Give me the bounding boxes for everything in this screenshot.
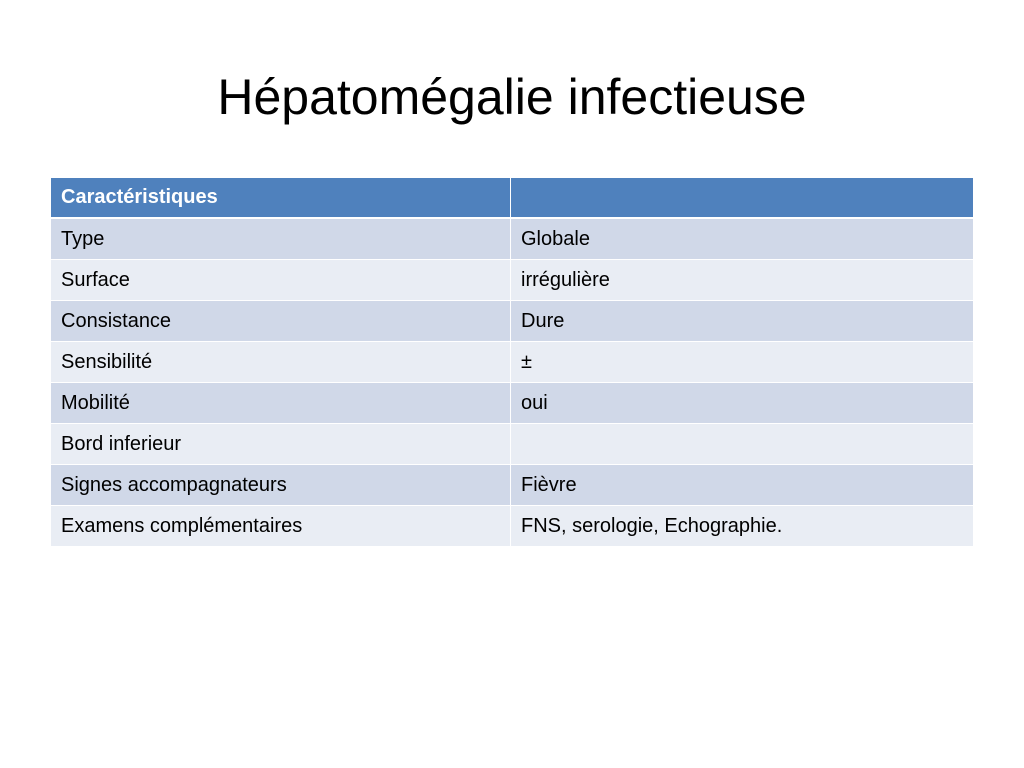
table-cell-label: Surface	[51, 260, 511, 301]
table-cell-value: Dure	[511, 301, 973, 342]
table-cell-label: Signes accompagnateurs	[51, 465, 511, 506]
table-row	[51, 424, 973, 465]
table-cell-value: Fièvre	[511, 465, 973, 506]
table-row	[51, 301, 973, 342]
table-cell-label: Consistance	[51, 301, 511, 342]
table-header-row	[51, 178, 973, 219]
table-header-cell: Caractéristiques	[51, 178, 511, 219]
characteristics-table	[51, 178, 973, 547]
table-cell-label: Bord inferieur	[51, 424, 511, 465]
table-row	[51, 219, 973, 260]
table-row	[51, 342, 973, 383]
characteristics-table-container	[51, 178, 973, 547]
table-cell-value: FNS, serologie, Echographie.	[511, 506, 973, 547]
table-row	[51, 465, 973, 506]
table-cell-label: Examens complémentaires	[51, 506, 511, 547]
table-cell-label: Sensibilité	[51, 342, 511, 383]
table-row	[51, 260, 973, 301]
slide-title: Hépatomégalie infectieuse	[217, 69, 807, 125]
table-cell-value	[511, 424, 973, 465]
table-cell-value: ±	[511, 342, 973, 383]
table-cell-label: Mobilité	[51, 383, 511, 424]
table-cell-label: Type	[51, 219, 511, 260]
table-row	[51, 383, 973, 424]
table-cell-value: Globale	[511, 219, 973, 260]
table-row	[51, 506, 973, 547]
table-header-cell	[511, 178, 973, 219]
table-cell-value: irrégulière	[511, 260, 973, 301]
table-cell-value: oui	[511, 383, 973, 424]
